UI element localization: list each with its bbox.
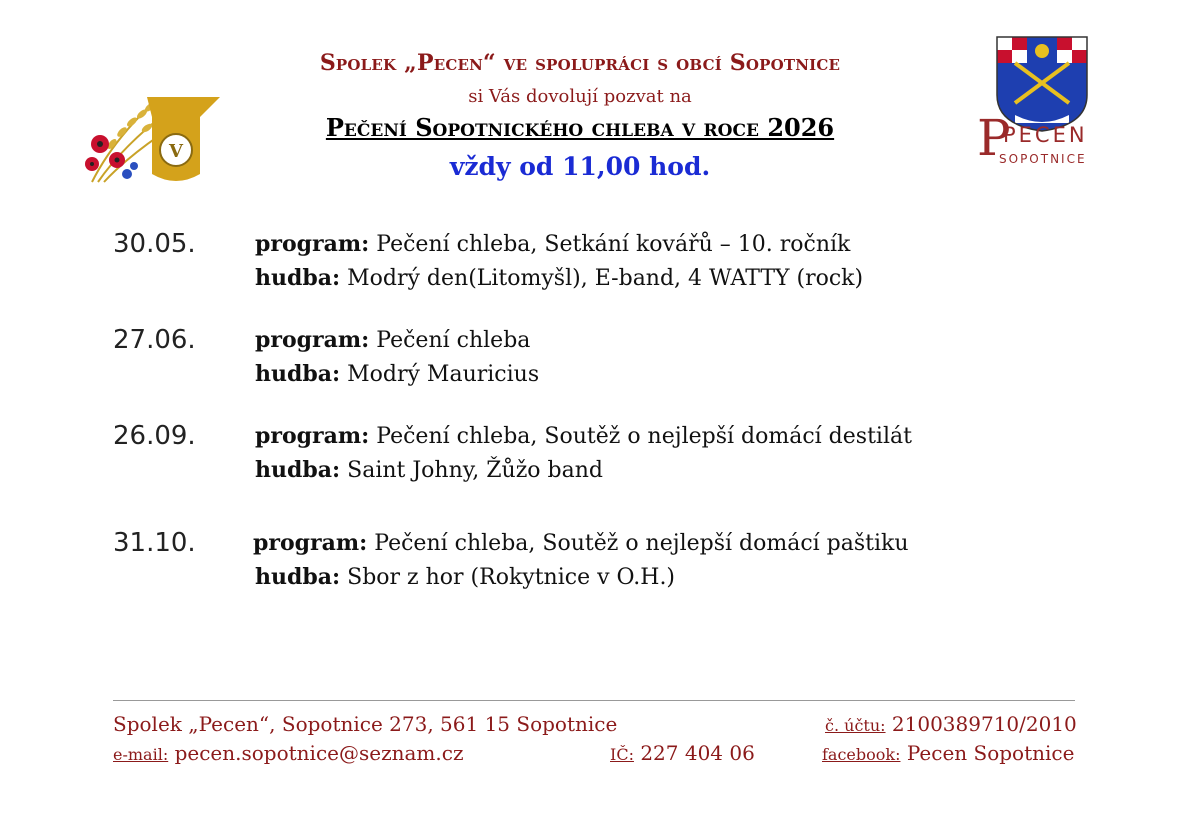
- footer-email: [113, 741, 464, 765]
- pecen-sopotnice-logo: P PECEN SOPOTNICE: [975, 33, 1115, 183]
- event-program: [253, 530, 909, 556]
- program-label: program:: [255, 423, 370, 449]
- music-label: hudba:: [255, 564, 341, 590]
- organizer-title: Spolek „Pecen“ ve spolupráci s obcí Sopotnice: [319, 50, 841, 76]
- email-value[interactable]: pecen.sopotnice@seznam.cz: [174, 741, 464, 765]
- footer-account: [825, 712, 1077, 736]
- program-text: Pečení chleba: [376, 328, 531, 353]
- music-label: hudba:: [255, 265, 341, 291]
- svg-text:V: V: [169, 141, 183, 162]
- program-text: Pečení chleba, Soutěž o nejlepší domácí destilát: [376, 424, 912, 449]
- bakers-guild-logo: [72, 92, 222, 187]
- footer-ic: [610, 741, 755, 765]
- event-program: [255, 231, 850, 257]
- music-text: Modrý Mauricius: [347, 362, 540, 387]
- music-text: Saint Johny, Žůžo band: [347, 458, 603, 483]
- program-text: Pečení chleba, Setkání kovářů – 10. ročník: [376, 232, 851, 257]
- music-text: Sbor z hor (Rokytnice v O.H.): [347, 565, 676, 590]
- event-row: [113, 528, 1073, 598]
- invitation-line: si Vás dovolují pozvat na: [468, 86, 692, 107]
- event-date: 26.09.: [113, 421, 196, 451]
- event-row: [113, 421, 1073, 491]
- program-label: program:: [255, 327, 370, 353]
- event-title: Pečení Sopotnického chleba v roce 2026: [325, 113, 835, 142]
- event-music: [255, 457, 603, 483]
- event-time: vždy od 11,00 hod.: [449, 152, 711, 181]
- event-row: [113, 325, 1073, 395]
- event-date: 31.10.: [113, 528, 196, 558]
- program-label: program:: [253, 530, 368, 556]
- program-text: Pečení chleba, Soutěž o nejlepší domácí paštiku: [374, 531, 909, 556]
- facebook-value[interactable]: Pecen Sopotnice: [906, 741, 1075, 765]
- event-row: [113, 229, 1073, 299]
- music-label: hudba:: [255, 361, 341, 387]
- event-music: [255, 265, 863, 291]
- footer-divider: [113, 700, 1075, 701]
- event-date: 30.05.: [113, 229, 196, 259]
- event-program: [255, 327, 530, 353]
- facebook-label: facebook:: [822, 745, 901, 764]
- music-text: Modrý den(Litomyšl), E-band, 4 WATTY (rock): [347, 266, 864, 291]
- music-label: hudba:: [255, 457, 341, 483]
- event-music: [255, 361, 539, 387]
- program-label: program:: [255, 231, 370, 257]
- event-program: [255, 423, 912, 449]
- footer-address: Spolek „Pecen“, Sopotnice 273, 561 15 Sopotnice: [113, 712, 618, 736]
- logo-text-sopotnice: SOPOTNICE: [999, 152, 1087, 166]
- logo-text-pecen: PECEN: [1003, 123, 1088, 147]
- ic-label: IČ:: [610, 745, 634, 764]
- footer-facebook: [822, 741, 1074, 765]
- ic-value: 227 404 06: [640, 741, 755, 765]
- event-music: [255, 564, 675, 590]
- account-value: 2100389710/2010: [891, 712, 1077, 736]
- event-date: 27.06.: [113, 325, 196, 355]
- email-label: e-mail:: [113, 745, 169, 764]
- account-label: č. účtu:: [825, 716, 886, 735]
